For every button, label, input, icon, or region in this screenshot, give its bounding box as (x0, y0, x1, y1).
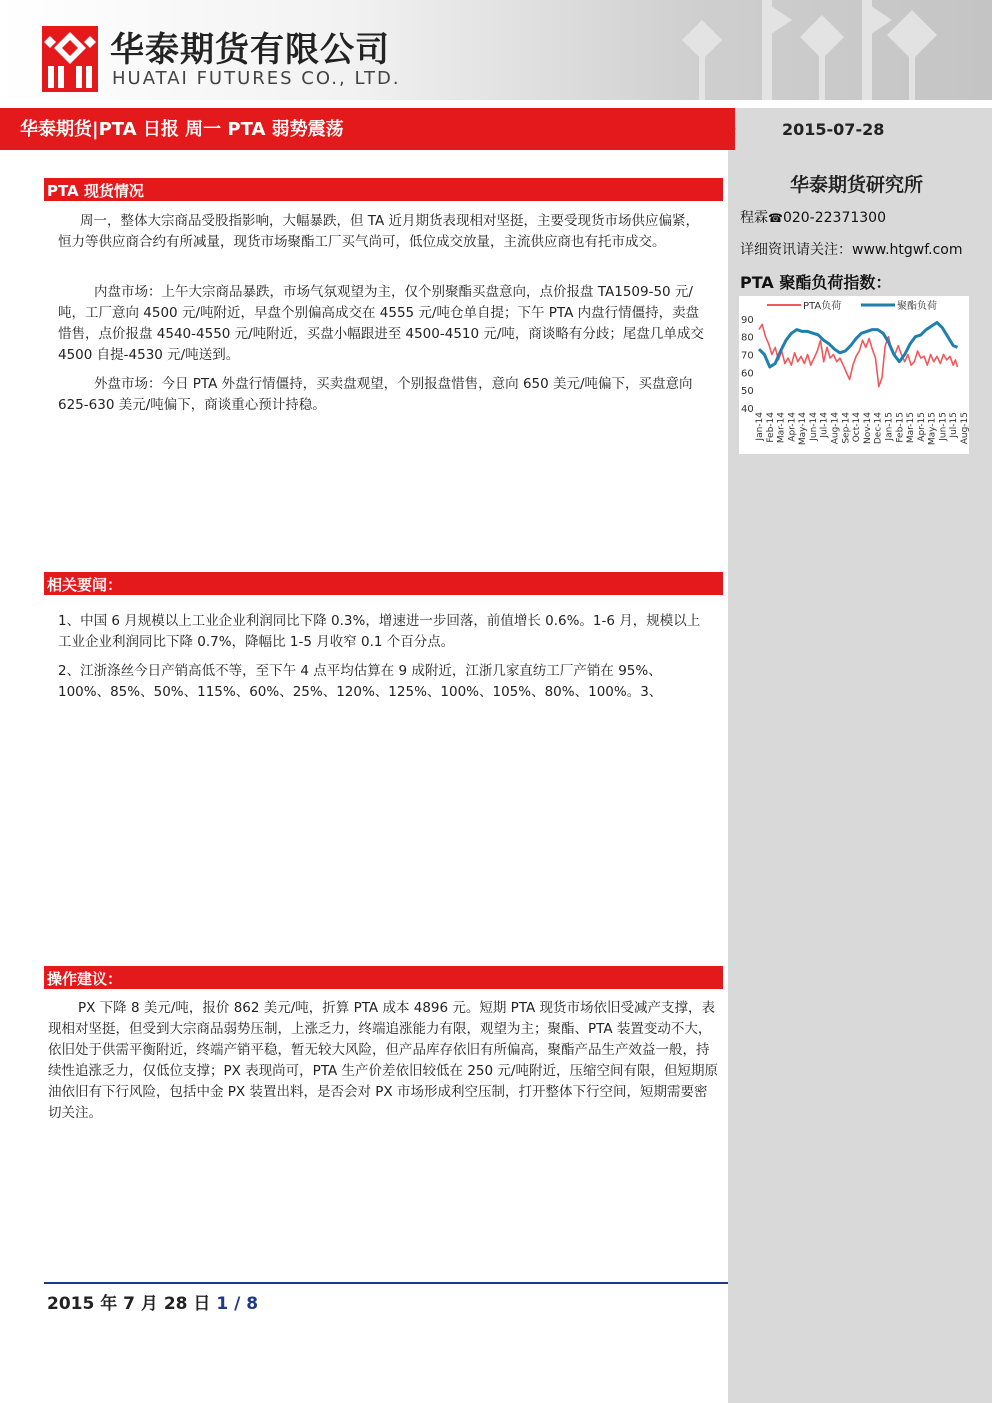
follow-url-link[interactable]: www.htgwf.com (852, 242, 963, 258)
x-tick-label: Feb-15 (895, 412, 906, 443)
y-tick-label: 90 (741, 314, 754, 326)
series-line (759, 324, 958, 386)
chart-svg (739, 296, 969, 454)
x-tick-label: Dec-14 (873, 412, 884, 445)
x-tick-label: Apr-14 (787, 412, 798, 442)
footer-rule (44, 1282, 728, 1284)
load-index-chart (739, 296, 969, 454)
x-tick-label: Mar-15 (906, 412, 917, 444)
company-name-cn: 华泰期货有限公司 (110, 30, 390, 70)
report-title: 华泰期货|PTA 日报 周一 PTA 弱势震荡 (20, 119, 344, 140)
legend-label: PTA负荷 (803, 301, 842, 312)
spot-paragraph-2: 内盘市场：上午大宗商品暴跌，市场气氛观望为主，仅个别聚酯买盘意向，点价报盘 TA1509-50 元/吨，工厂意向 4500 元/吨附近，早盘个别偏高成交在 4555 元/吨仓单自提；下午 PTA 内盘行情僵持，卖盘惜售，点价报盘 4540-4550 元/吨附近，买盘小幅跟进至 4500-4510 元/吨，商谈略有分歧；尾盘几单成交 4500 自提-4530 元/吨送到。 (58, 284, 704, 363)
spot-paragraph-1: 周一，整体大宗商品受股指影响，大幅暴跌，但 TA 近月期货表现相对坚挺，主要受现货市场供应偏紧，恒力等供应商合约有所减量，现货市场聚酯工厂买气尚可，低位成交放量，主流供应商也有托市成交。 (58, 213, 700, 250)
footer-date: 2015 年 7 月 28 日 (47, 1294, 211, 1314)
chart-heading: PTA 聚酯负荷指数： (740, 273, 892, 292)
section-heading-news: 相关要闻： (47, 576, 123, 594)
x-tick-label: Sep-14 (841, 412, 852, 444)
news-item-2: 2、江浙涤丝今日产销高低不等，至下午 4 点平均估算在 9 成附近，江浙几家直纺工厂产销在 95%、100%、85%、50%、115%、60%、25%、120%、125%、100%、105%、80%、100%。3、 (58, 663, 663, 700)
title-bar-arrow (700, 108, 736, 150)
x-tick-label: Nov-14 (862, 412, 873, 445)
follow-line (740, 239, 962, 259)
footer (47, 1289, 258, 1314)
contact-line (740, 207, 886, 227)
header-decoration (592, 0, 992, 100)
legend-label: 聚酯负荷 (897, 301, 937, 312)
x-tick-label: Mar-14 (776, 412, 787, 444)
section-bar-news (44, 572, 723, 595)
x-tick-label: Jul-15 (949, 412, 960, 438)
y-tick-label: 50 (741, 386, 754, 398)
x-tick-label: May-15 (927, 412, 938, 446)
phone-icon: ☎ (768, 211, 783, 225)
spot-paragraph-3: 外盘市场：今日 PTA 外盘行情僵持，买卖盘观望，个别报盘惜售，意向 650 美元/吨偏下，买盘意向 625-630 美元/吨偏下，商谈重心预计持稳。 (58, 376, 693, 413)
page-header (0, 0, 992, 100)
x-tick-label: Aug-15 (960, 412, 969, 445)
x-tick-label: Aug-14 (830, 412, 841, 445)
x-tick-label: Jul-14 (819, 412, 830, 438)
follow-label: 详细资讯请关注： (740, 242, 852, 258)
x-tick-label: Jun-14 (808, 412, 819, 441)
report-date: 2015-07-28 (782, 120, 885, 139)
company-name-en: HUATAI FUTURES CO., LTD. (112, 68, 401, 89)
y-tick-label: 70 (741, 350, 754, 362)
x-tick-label: Apr-15 (916, 412, 927, 442)
contact-phone: 020-22371300 (782, 210, 886, 226)
y-tick-label: 40 (741, 404, 754, 415)
section-bar-advice (44, 966, 723, 989)
advice-paragraph: PX 下降 8 美元/吨，报价 862 美元/吨，折算 PTA 成本 4896 元。短期 PTA 现货市场依旧受减产支撑，表现相对坚挺，但受到大宗商品弱势压制，上涨乏力，终端追涨能力有限，观望为主；聚酯、PTA 装置变动不大，依旧处于供需平衡附近，终端产销平稳，暂无较大风险，但产品库存依旧有所偏高，聚酯产品生产效益一般，持续性追涨乏力，仅低位支撑；PX 表现尚可，PTA 生产价差依旧较低在 250 元/吨附近，压缩空间有限，但短期原油依旧有下行风险，包括中金 PX 装置出料，是否会对 PX 市场形成利空压制，打开整体下行空间，短期需要密切关注。 (48, 1000, 718, 1121)
x-tick-label: Feb-14 (765, 412, 776, 443)
news-item-1: 1、中国 6 月规模以上工业企业利润同比下降 0.3%，增速进一步回落，前值增长 0.6%。1-6 月，规模以上工业企业利润同比下降 0.7%，降幅比 1-5 月收窄 0.1 个百分点。 (58, 613, 701, 650)
section-bar-spot (44, 178, 723, 201)
section-heading-spot: PTA 现货情况 (47, 182, 144, 200)
institute-name: 华泰期货研究所 (790, 174, 924, 196)
page-number: 1 / 8 (216, 1294, 259, 1314)
x-tick-label: Jan-15 (884, 412, 895, 441)
x-tick-label: Jan-14 (755, 412, 765, 441)
huatai-logo-icon (42, 26, 98, 92)
x-tick-label: Jun-15 (938, 412, 949, 441)
y-tick-label: 60 (741, 368, 754, 380)
y-tick-label: 80 (741, 332, 754, 344)
x-tick-label: May-14 (798, 412, 809, 446)
x-tick-label: Oct-14 (852, 412, 863, 443)
contact-name: 程霖 (740, 210, 768, 226)
section-heading-advice: 操作建议： (47, 970, 123, 988)
